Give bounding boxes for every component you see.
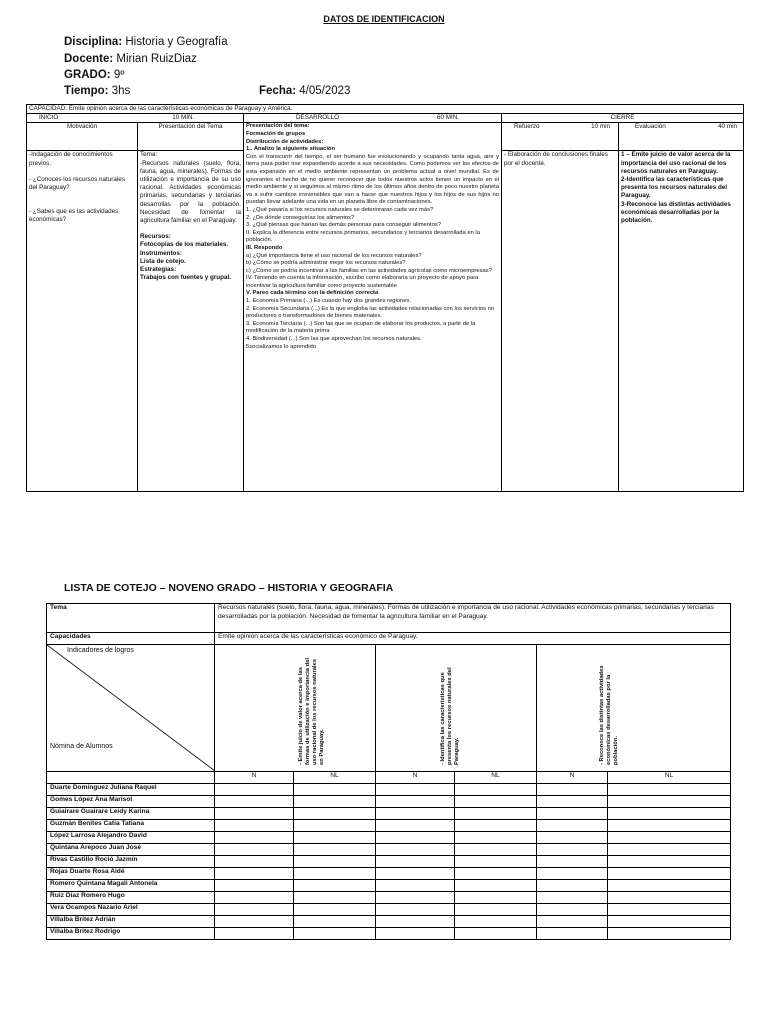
table-row	[47, 856, 731, 868]
check-cell[interactable]	[455, 904, 537, 916]
des-q3: 3. ¿Qué piensas que harían las demás personas para conseguir alimentos?	[246, 222, 441, 229]
refuerzo-label: Refuerzo	[514, 123, 540, 131]
student-name: Vera Ocampos Nazario Ariel	[47, 904, 215, 916]
capacidades-value: Emite opinión acerca de las características económico de Paraguay.	[215, 633, 731, 645]
check-cell[interactable]	[537, 796, 608, 808]
presentacion-header: Presentación del Tema	[138, 123, 244, 151]
check-cell[interactable]	[608, 904, 731, 916]
des-v1: 1. Economía Primaria (...) Es cuando hay dos grandes regiones.	[246, 298, 411, 305]
lesson-plan-table	[26, 104, 744, 492]
docente-line	[64, 53, 197, 65]
refuerzo-header	[502, 123, 619, 151]
col-n: N	[537, 772, 608, 784]
check-cell[interactable]	[455, 784, 537, 796]
grado-label: GRADO:	[64, 69, 111, 81]
check-cell[interactable]	[455, 916, 537, 928]
des-parrafo: Con el transcurrir del tiempo, el ser humano fue evolucionando y ocupando tanta agua, aire y tierra para poder irse expandiendo acorde a sus necesidades. Como podemos ver los efectos de esta expansión en el medio ambiente representan un problema actual a nivel mundial. Es de ignorantes el hecho de no querer reconocer que todos nuestros actos tienen un impacto en el medio ambiente y si seguimos al mismo ritmo de los últimos años dentro de poco nuestro planeta va a sufrir cambios irreversibles que van a hacer que nuestros hijos y los hijos de sus hijos no puedan llevar adelante una vida en un planeta libre de contaminaciones.	[246, 153, 499, 206]
fecha-value: 4/05/2023	[299, 85, 351, 97]
student-name: Rojas Duarte Rosa Aidé	[47, 868, 215, 880]
des-formacion: Formación de grupos	[246, 131, 306, 137]
table-row	[47, 820, 731, 832]
capacidades-label: Capacidades	[47, 633, 215, 645]
check-cell[interactable]	[294, 880, 376, 892]
check-cell[interactable]	[537, 808, 608, 820]
docente-label: Docente:	[64, 53, 114, 65]
presentacion-content	[138, 151, 244, 492]
des-v5: 5socializamos lo aprendido	[246, 343, 316, 350]
check-cell[interactable]	[537, 856, 608, 868]
tiempo-line	[64, 85, 130, 97]
document-title: DATOS DE IDENTIFICACION	[323, 14, 445, 24]
check-cell[interactable]	[608, 916, 731, 928]
des-iii: III. Respondo	[246, 244, 283, 251]
check-cell[interactable]	[376, 856, 455, 868]
des-v2: 2. Economía Secundaria (...) Es la que engloba las actividades relacionadas con los servicios no productores o transformadores de bienes materiales.	[246, 305, 495, 320]
check-cell[interactable]	[376, 820, 455, 832]
estrategias-label: Estrategias:	[140, 266, 177, 274]
check-cell[interactable]	[608, 832, 731, 844]
check-cell[interactable]	[294, 928, 376, 940]
disciplina-label: Disciplina:	[64, 36, 123, 48]
inicio-label: INICIO	[39, 114, 59, 122]
table-row	[47, 844, 731, 856]
desarrollo-content	[244, 123, 502, 492]
evaluacion-item: 1 – Emite juicio de valor acerca de la importancia del uso racional de los recursos naturales en Paraguay.	[621, 151, 731, 175]
evaluacion-label: Evaluación	[635, 123, 666, 131]
check-cell[interactable]	[376, 916, 455, 928]
disciplina-line	[64, 36, 228, 48]
refuerzo-content: - Elaboración de conclusiones finales por el docente.	[502, 151, 619, 492]
check-cell[interactable]	[294, 856, 376, 868]
cierre-header: CIERRE	[502, 114, 744, 123]
check-cell[interactable]	[537, 892, 608, 904]
motivacion-content	[27, 151, 138, 492]
table-row	[47, 796, 731, 808]
evaluacion-header	[619, 123, 744, 151]
instrumentos-label: Instrumentos:	[140, 249, 182, 257]
desarrollo-header	[244, 114, 502, 123]
refuerzo-time: 10 min	[591, 123, 610, 131]
check-cell[interactable]	[608, 808, 731, 820]
motivacion-item: - ¿Sabes que es las actividades económicas?	[29, 208, 119, 224]
estrategias-text: Trabajos con fuentes y grupal.	[140, 274, 231, 282]
table-row	[47, 784, 731, 796]
des-v: V. Pareo cada término con la definición correcta	[246, 290, 379, 297]
check-cell[interactable]	[376, 808, 455, 820]
indicator-1	[215, 645, 376, 772]
motivacion-header: Motivación	[27, 123, 138, 151]
instrumentos-text: Lista de cotejo.	[140, 257, 186, 265]
check-cell[interactable]	[537, 832, 608, 844]
check-cell[interactable]	[537, 904, 608, 916]
check-cell[interactable]	[455, 856, 537, 868]
check-cell[interactable]	[537, 844, 608, 856]
check-cell[interactable]	[376, 868, 455, 880]
des-c: c) ¿Cómo se podría incentivar a las familias en las actividades agrícolas como microempresas?	[246, 267, 492, 274]
check-cell[interactable]	[455, 832, 537, 844]
student-name: Rivas Castillo Roció Jazmín	[47, 856, 215, 868]
student-name: López Larrosa Alejandro David	[47, 832, 215, 844]
check-cell[interactable]	[215, 832, 294, 844]
student-name: Guiairare Guairare Leidy Karina	[47, 808, 215, 820]
check-cell[interactable]	[455, 820, 537, 832]
tema-label: Tema:	[140, 151, 158, 159]
check-cell[interactable]	[294, 892, 376, 904]
disciplina-value: Historia y Geografía	[125, 36, 228, 48]
nomina-label: Nómina de Alumnos	[50, 743, 113, 750]
check-cell[interactable]	[537, 820, 608, 832]
des-distribucion: Distribución de actividades:	[246, 138, 324, 145]
check-cell[interactable]	[376, 784, 455, 796]
diagonal-line	[47, 645, 215, 771]
check-cell[interactable]	[608, 880, 731, 892]
table-row	[47, 868, 731, 880]
docente-value: Mirian RuizDiaz	[116, 53, 197, 65]
check-cell[interactable]	[608, 892, 731, 904]
checklist-table	[46, 603, 731, 940]
col-nl: NL	[294, 772, 376, 784]
evaluacion-item: 3-Reconoce las distintas actividades económicas desarrolladas por la población.	[621, 200, 731, 225]
check-cell[interactable]	[608, 784, 731, 796]
check-cell[interactable]	[215, 904, 294, 916]
check-cell[interactable]	[294, 796, 376, 808]
check-cell[interactable]	[537, 916, 608, 928]
check-cell[interactable]	[294, 832, 376, 844]
check-cell[interactable]	[294, 916, 376, 928]
motivacion-item: - ¿Conoces los recursos naturales del Paraguay?	[29, 175, 125, 192]
des-v3: 3. Economía Terciaria (...) Son las que se ocupan de elaborar los productos, a partir de la modificación de la materia prima	[246, 320, 476, 335]
student-name: Villalba Britez Rodrigo	[47, 928, 215, 940]
check-cell[interactable]	[608, 856, 731, 868]
desarrollo-label: DESARROLLO	[296, 114, 340, 122]
table-row	[47, 880, 731, 892]
student-name: Ruiz Díaz Romero Hugo	[47, 892, 215, 904]
col-nl: NL	[608, 772, 731, 784]
check-cell[interactable]	[215, 928, 294, 940]
header-blank	[47, 772, 215, 784]
check-cell[interactable]	[294, 868, 376, 880]
check-cell[interactable]	[215, 784, 294, 796]
check-cell[interactable]	[608, 844, 731, 856]
check-cell[interactable]	[376, 832, 455, 844]
motivacion-item: -Indagación de conocimientos previos.	[29, 151, 113, 167]
check-cell[interactable]	[608, 796, 731, 808]
check-cell[interactable]	[608, 820, 731, 832]
student-name: Gomes López Ana Marisol	[47, 796, 215, 808]
student-name: Quintana Arepoco Juan José	[47, 844, 215, 856]
check-cell[interactable]	[215, 868, 294, 880]
indicator-corner	[47, 645, 215, 772]
capacidad-cell: CAPACIDAD: Emite opinión acerca de las características económicas de Paraguay y América.	[27, 105, 744, 114]
check-cell[interactable]	[608, 928, 731, 940]
check-cell[interactable]	[215, 856, 294, 868]
table-row	[47, 892, 731, 904]
tiempo-value: 3hs	[111, 85, 131, 97]
student-name: Duarte Domínguez Juliana Raquel	[47, 784, 215, 796]
des-i: 1.. Analizo la siguiente situación	[246, 146, 336, 153]
check-cell[interactable]	[608, 868, 731, 880]
desarrollo-time: 60 MIN.	[437, 114, 460, 122]
check-cell[interactable]	[294, 808, 376, 820]
student-name: Romero Quintana Magali Antonela	[47, 880, 215, 892]
col-n: N	[376, 772, 455, 784]
evaluacion-item: 2-Identifica las características que presenta los recursos naturales del Paraguay.	[621, 176, 728, 200]
check-cell[interactable]	[455, 928, 537, 940]
check-cell[interactable]	[455, 892, 537, 904]
indicator-3	[537, 645, 731, 772]
fecha-line	[259, 85, 350, 97]
check-cell[interactable]	[537, 784, 608, 796]
des-iv: IV. Teniendo en cuenta la información, escribo como elaboraría un proyecto de apoyo para incentivar la agricultura familiar como proyecto sustentable	[246, 275, 479, 289]
check-cell[interactable]	[376, 880, 455, 892]
tema-text: -Recursos naturales (suelo, flora, fauna, agua, minerales). Formas de utilización e importancia de su uso racional. Actividades económicas primarias, secundarias y terciarias desarrollas por la población. Necesidad de fomentar la agricultura familiar en el Paraguay.	[140, 159, 241, 225]
table-row	[47, 916, 731, 928]
student-name: Guzmán Benítes Catia Tatiana	[47, 820, 215, 832]
check-cell[interactable]	[455, 844, 537, 856]
des-ii: II. Explica la diferencia entre recursos primarios, secundarios y terciarios desarrollada en la población.	[246, 229, 480, 244]
check-cell[interactable]	[376, 796, 455, 808]
indicator-1-text: - Emite juicio de valor acerca de las formas de utilización e importancia del uso racional de los recursos naturales en Paraguay.	[298, 658, 326, 765]
check-cell[interactable]	[294, 820, 376, 832]
des-q1: 1. ¿Qué pasaría si los recursos naturales se deterioraran cada vez más?	[246, 206, 434, 213]
indicator-2	[376, 645, 537, 772]
student-name: Villalba Britez Adrián	[47, 916, 215, 928]
des-v4: 4. Biodiversidad (...) Son las que aprovechan los recursos naturales.	[246, 336, 422, 343]
check-cell[interactable]	[455, 880, 537, 892]
table-row	[47, 928, 731, 940]
student-rows	[47, 784, 731, 940]
check-cell[interactable]	[537, 880, 608, 892]
check-cell[interactable]	[215, 808, 294, 820]
table-row	[47, 904, 731, 916]
grado-line	[64, 69, 124, 81]
check-cell[interactable]	[294, 904, 376, 916]
check-cell[interactable]	[294, 844, 376, 856]
indicator-2-text: - Identifica las características que presenta los recursos naturales del Paraguay.	[440, 667, 460, 765]
list-title: LISTA DE COTEJO – NOVENO GRADO – HISTORIA Y GEOGRAFIA	[64, 582, 394, 594]
check-cell[interactable]	[376, 892, 455, 904]
indicadores-label: Indicadores de logros	[67, 647, 134, 654]
check-cell[interactable]	[215, 892, 294, 904]
col-n: N	[215, 772, 294, 784]
check-cell[interactable]	[215, 916, 294, 928]
evaluacion-time: 40 min	[718, 123, 738, 131]
tema-value: Recursos naturales (suelo, flora, fauna, agua, minerales). Formas de utilización e importancia de uso racional. Actividades económicas primarias, secundarias y terciarias desarrolladas por la población. Necesidad de fomentar la agricultura familiar en el Paraguay.	[215, 604, 731, 633]
des-q2: 2. ¿De dónde conseguirías los alimentos?	[246, 214, 355, 221]
check-cell[interactable]	[215, 796, 294, 808]
evaluacion-content	[619, 151, 744, 492]
table-row	[47, 832, 731, 844]
indicator-3-text: - Reconoce las distintas actividades económicas desarrolladas por la población.	[598, 665, 619, 765]
grado-value: 9º	[113, 69, 125, 81]
check-cell[interactable]	[537, 868, 608, 880]
col-nl: NL	[455, 772, 537, 784]
check-cell[interactable]	[455, 868, 537, 880]
des-b: b) ¿Cómo se podría administrar mejor los recursos naturales?	[246, 260, 406, 267]
inicio-time: 10 MIN.	[172, 114, 195, 122]
fecha-label: Fecha:	[259, 85, 297, 97]
check-cell[interactable]	[537, 928, 608, 940]
des-presentacion: Presentación del tema:	[246, 123, 310, 130]
recursos-label: Recursos:	[140, 233, 171, 241]
table-row	[47, 808, 731, 820]
check-cell[interactable]	[376, 928, 455, 940]
check-cell[interactable]	[215, 844, 294, 856]
check-cell[interactable]	[376, 904, 455, 916]
des-a: a) ¿Qué importancia tiene el uso racional de los recursos naturales?	[246, 252, 422, 259]
recursos-text: Fotocopias de los materiales.	[140, 241, 229, 249]
check-cell[interactable]	[376, 844, 455, 856]
check-cell[interactable]	[215, 820, 294, 832]
check-cell[interactable]	[294, 784, 376, 796]
check-cell[interactable]	[455, 796, 537, 808]
tiempo-label: Tiempo:	[64, 85, 109, 97]
tema-label: Tema	[47, 604, 215, 633]
inicio-header	[27, 114, 244, 123]
check-cell[interactable]	[455, 808, 537, 820]
check-cell[interactable]	[215, 880, 294, 892]
